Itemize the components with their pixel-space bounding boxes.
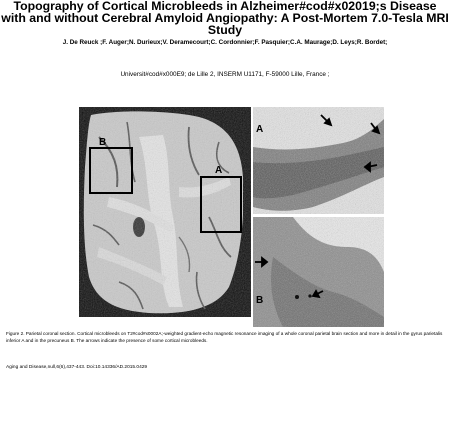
coronal-brain-section-image — [79, 107, 251, 317]
detail-panel-a-image — [253, 107, 384, 214]
panel-b-label: B — [256, 295, 264, 306]
figure-caption: Figure 2. Parietal coronal section. Cortical microbleeds on T2#cod#x0002A;-weighted gradient-echo magnetic resonance imaging of a whole coronal parietal brain section and more in detail in the gyrus parietalis inferior A and in the precuneus B. The arrows indicate the presence of some cortical microbleeds. — [6, 331, 443, 343]
citation: Aging and Disease,null,6(6),437-443. Doi:10.14336/AD.2015.0429 — [6, 365, 148, 370]
panel-a-label: A — [256, 124, 264, 135]
detail-panel-b-image — [253, 217, 384, 327]
article-title: Topography of Cortical Microbleeds in Alzheimer#cod#x02019;s Disease with and without Cerebral Amyloid Angiopathy: A Post-Mortem 7.0-Tesla MRI Study — [1, 0, 449, 37]
author-list: J. De Reuck ;F. Auger;N. Durieux;V. Deramecourt;C. Cordonnier;F. Pasquier;C.A. Maurage;D. Leys;R. Bordet; — [62, 39, 388, 46]
roi-label-a: A — [215, 165, 223, 176]
roi-label-b: B — [99, 137, 107, 148]
affiliation: Universit#cod#x000E9; de Lille 2, INSERM U1171, F-59000 Lille, France ; — [120, 71, 330, 78]
